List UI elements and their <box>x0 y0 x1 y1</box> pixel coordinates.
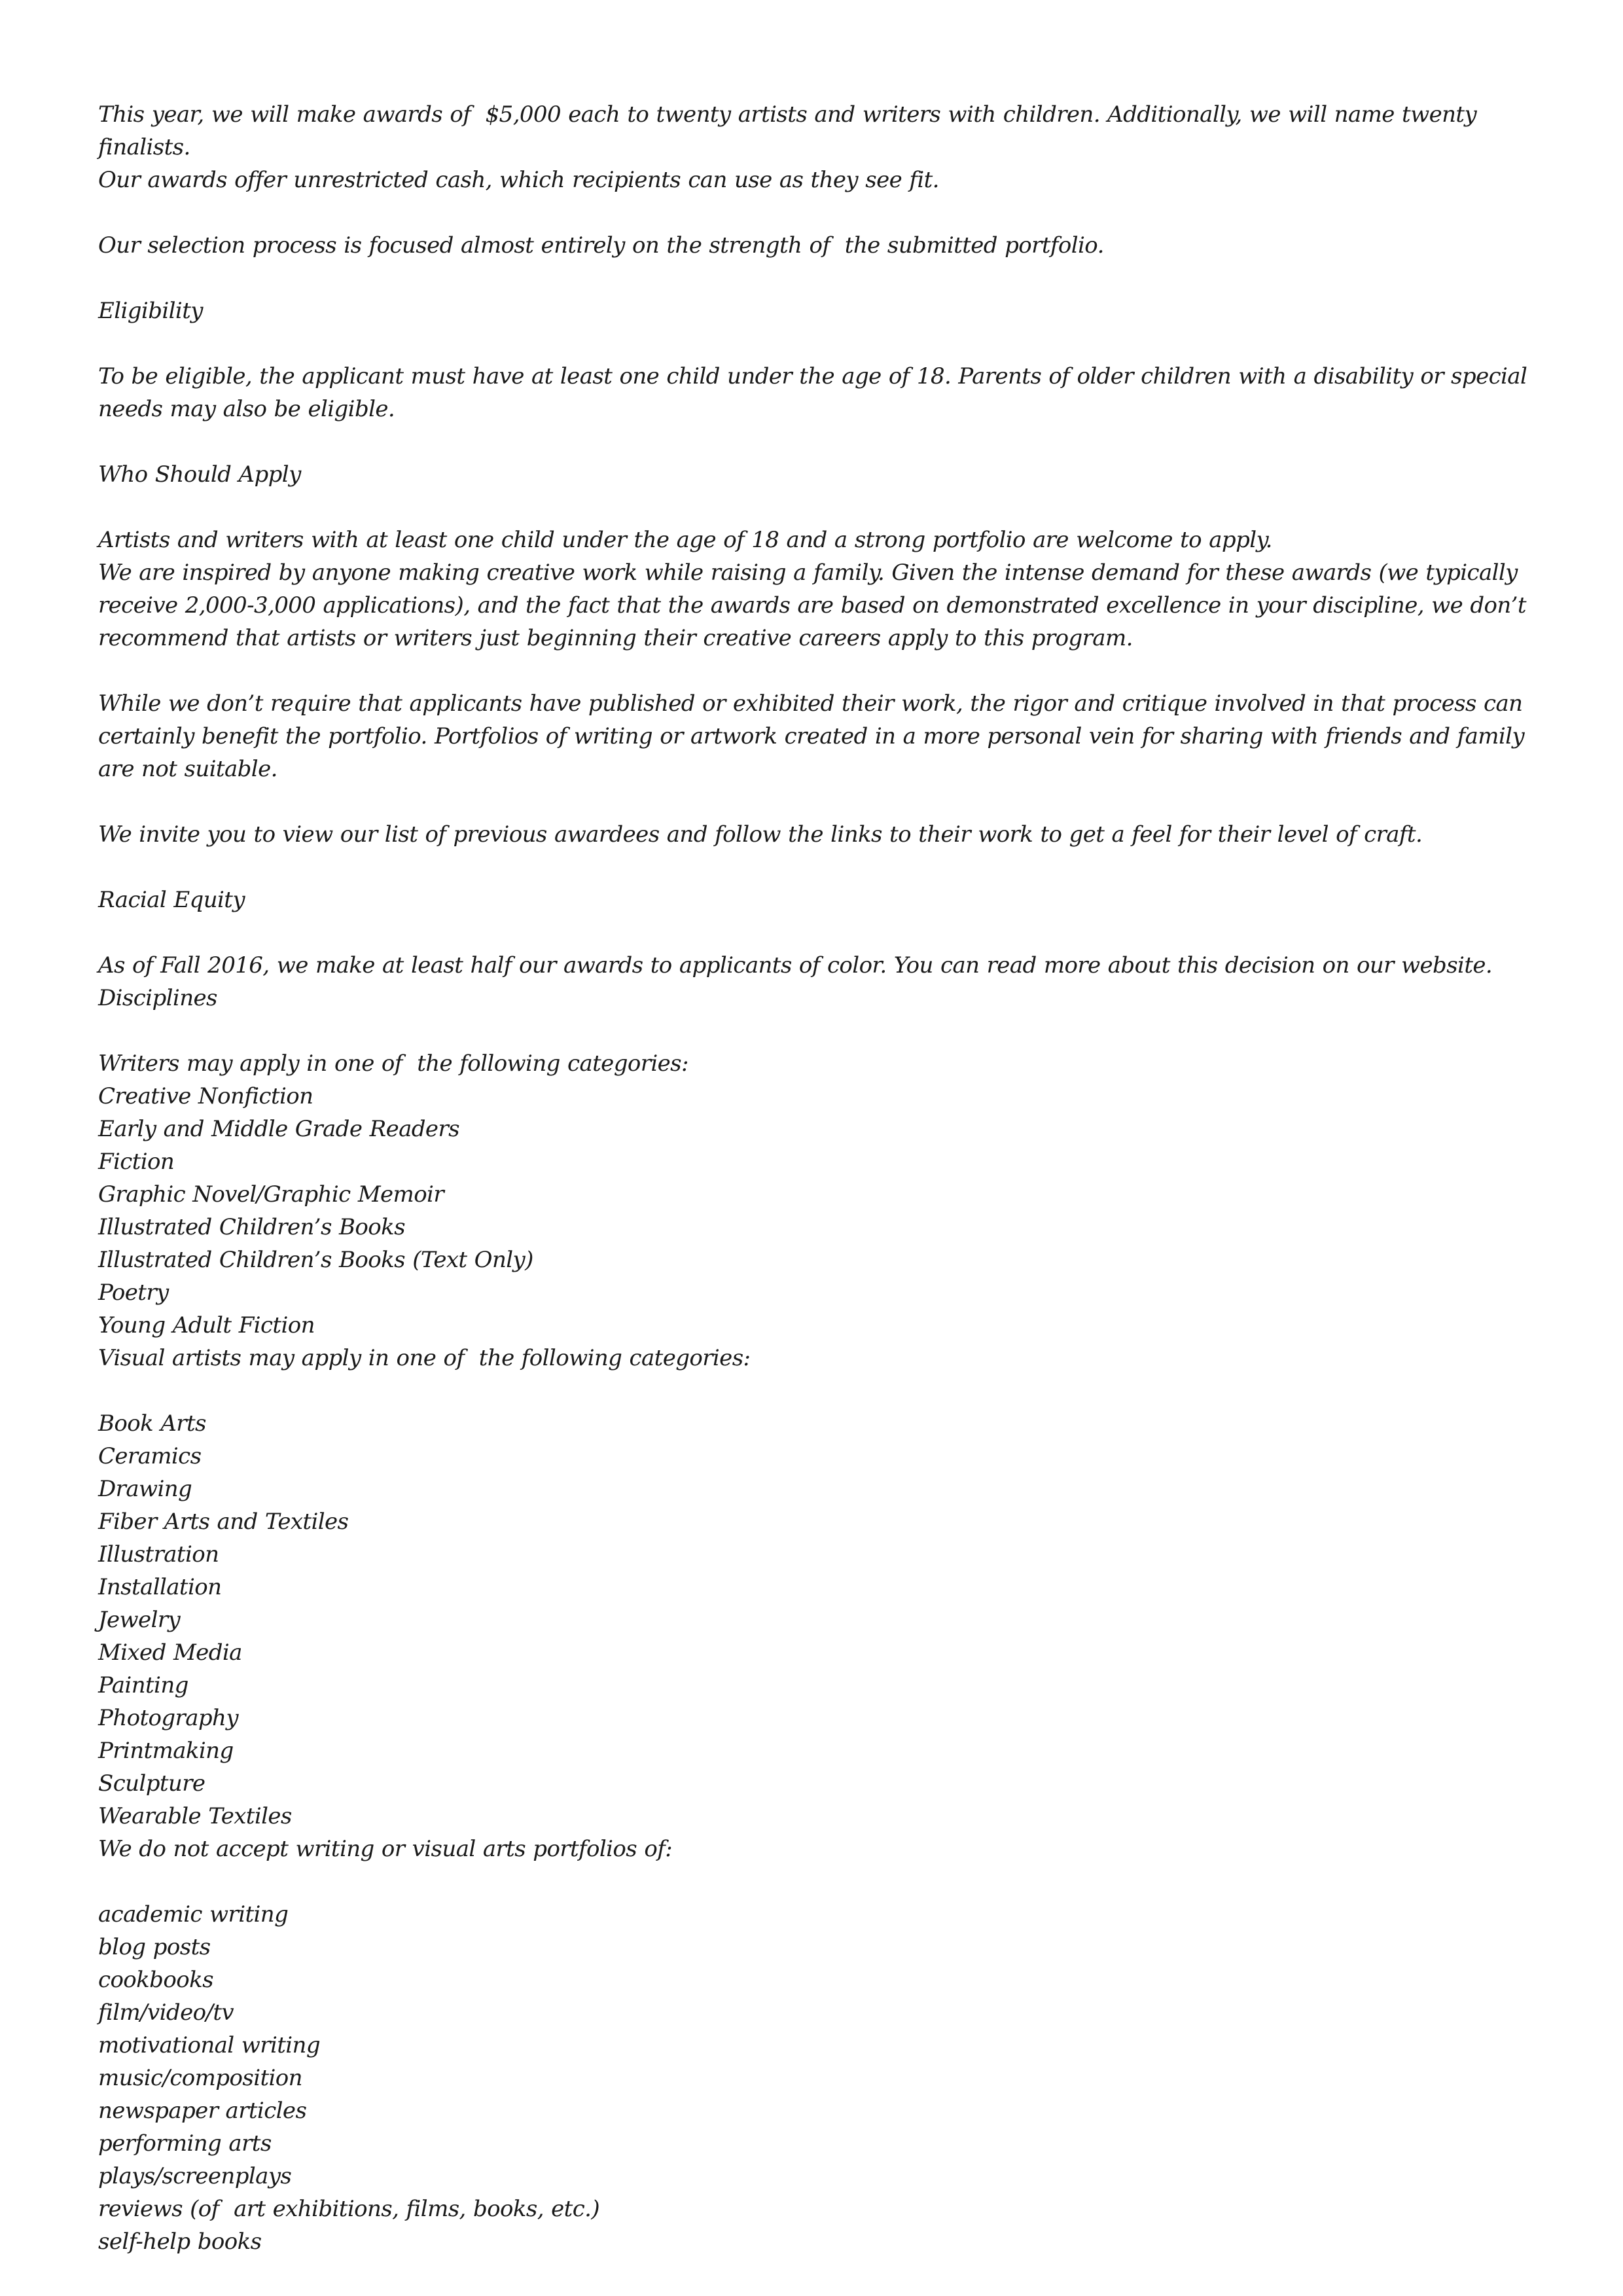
racial-equity-text: As of Fall 2016, we make at least half our awards to applicants of color. You can read more about this decision on our website. <box>98 952 1493 978</box>
disciplines-heading: Disciplines <box>98 985 217 1011</box>
racial-equity-heading: Racial Equity <box>98 887 245 913</box>
intro-cash-line: Our awards offer unrestricted cash, which recipients can use as they see fit. <box>98 167 939 193</box>
spacer <box>98 1865 1551 1898</box>
list-item: performing arts <box>98 2130 272 2157</box>
list-item: Fiber Arts and Textiles <box>98 1509 349 1535</box>
list-item: Early and Middle Grade Readers <box>98 1116 459 1142</box>
list-item: Young Adult Fiction <box>98 1312 315 1338</box>
list-item: Photography <box>98 1705 238 1731</box>
who-should-apply-p3: While we don’t require that applicants have published or exhibited their work, the rigor and critique involved in that process can certainly benefit the portfolio. Portfolios of writing or artwork created in a more personal vein for sharing with friends and family are not suitable. <box>98 691 1525 782</box>
list-item: newspaper articles <box>98 2098 307 2124</box>
list-item: Illustration <box>98 1541 219 1568</box>
list-item: academic writing <box>98 1901 289 1928</box>
spacer <box>98 785 1551 818</box>
spacer <box>98 196 1551 229</box>
eligibility-heading: Eligibility <box>98 298 203 324</box>
list-item: Jewelry <box>98 1607 181 1633</box>
spacer <box>98 916 1551 949</box>
document-page <box>98 98 1551 2258</box>
list-item: Illustrated Children’s Books <box>98 1214 406 1240</box>
spacer <box>98 655 1551 687</box>
list-item: cookbooks <box>98 1967 213 1993</box>
spacer <box>98 1374 1551 1407</box>
list-item: Painting <box>98 1672 188 1698</box>
spacer <box>98 425 1551 458</box>
list-item: Printmaking <box>98 1738 234 1764</box>
list-item: Sculpture <box>98 1770 205 1797</box>
list-item: Drawing <box>98 1476 192 1502</box>
spacer <box>98 327 1551 360</box>
exclusions-intro: We do not accept writing or visual arts portfolios of: <box>98 1836 673 1862</box>
intro-selection-line: Our selection process is focused almost entirely on the strength of the submitted portfolio. <box>98 232 1104 259</box>
spacer <box>98 262 1551 295</box>
list-item: Mixed Media <box>98 1640 242 1666</box>
list-item: Installation <box>98 1574 222 1600</box>
list-item: Illustrated Children’s Books (Text Only) <box>98 1247 533 1273</box>
who-should-apply-p1: Artists and writers with at least one child under the age of 18 and a strong portfolio are welcome to apply. <box>98 527 1272 553</box>
spacer <box>98 491 1551 524</box>
eligibility-text: To be eligible, the applicant must have at least one child under the age of 18. Parents of older children with a disability or special needs may also be eligible. <box>98 363 1527 422</box>
writers-intro: Writers may apply in one of the following categories: <box>98 1050 688 1077</box>
list-item: Book Arts <box>98 1410 206 1437</box>
list-item: film/video/tv <box>98 2000 234 2026</box>
list-item: reviews (of art exhibitions, films, books, etc.) <box>98 2196 600 2222</box>
who-should-apply-heading: Who Should Apply <box>98 461 301 488</box>
spacer <box>98 851 1551 884</box>
list-item: Graphic Novel/Graphic Memoir <box>98 1181 444 1208</box>
list-item: Fiction <box>98 1149 175 1175</box>
spacer <box>98 1014 1551 1047</box>
list-item: Ceramics <box>98 1443 202 1469</box>
list-item: Wearable Textiles <box>98 1803 292 1829</box>
list-item: motivational writing <box>98 2032 321 2058</box>
list-item: self-help books <box>98 2229 262 2255</box>
intro-awards-line: This year, we will make awards of $5,000 each to twenty artists and writers with children. Additionally, we will name twenty finalists. <box>98 101 1484 160</box>
visual-artists-intro: Visual artists may apply in one of the following categories: <box>98 1345 751 1371</box>
list-item: music/composition <box>98 2065 302 2091</box>
list-item: Creative Nonfiction <box>98 1083 313 1109</box>
who-should-apply-p2: We are inspired by anyone making creative work while raising a family. Given the intense demand for these awards (we typically receive 2,000-3,000 applications), and the fact that the awards are based on demonstrated excellence in your discipline, we don’t recommend that artists or writers just beginning their creative careers apply to this program. <box>98 560 1526 651</box>
who-should-apply-p4: We invite you to view our list of previous awardees and follow the links to their work to get a feel for their level of craft. <box>98 821 1423 848</box>
list-item: blog posts <box>98 1934 211 1960</box>
list-item: Poetry <box>98 1280 169 1306</box>
list-item: plays/screenplays <box>98 2163 292 2189</box>
